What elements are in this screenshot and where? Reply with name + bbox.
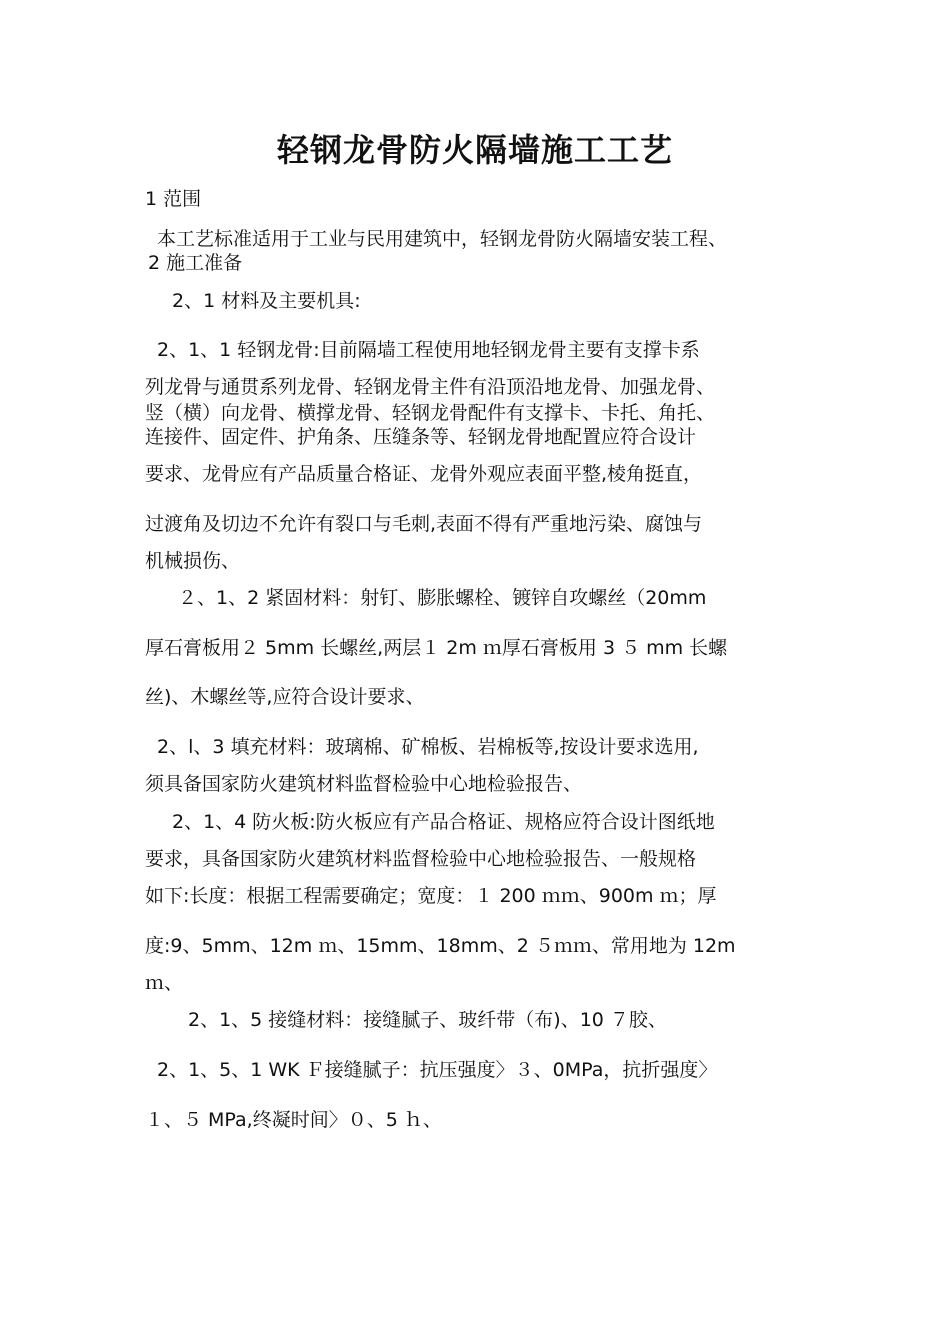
paragraph-line: 列龙骨与通贯系列龙骨、轻钢龙骨主件有沿顶沿地龙骨、加强龙骨、	[145, 376, 716, 398]
paragraph-line: 2、1、5 接缝材料：接缝腻子、玻纤带（布)、10 ７胶、	[188, 1009, 667, 1031]
paragraph-line: ｍ、	[145, 972, 184, 994]
paragraph-line: 2、1、4 防火板:防火板应有产品合格证、规格应符合设计图纸地	[172, 811, 715, 833]
subsection-heading: 2、1 材料及主要机具:	[172, 290, 361, 312]
paragraph-line: 要求、龙骨应有产品质量合格证、龙骨外观应表面平整,棱角挺直，	[145, 463, 703, 485]
paragraph-line: 丝)、木螺丝等,应符合设计要求、	[145, 686, 425, 708]
document-title: 轻钢龙骨防火隔墙施工工艺	[276, 131, 673, 169]
paragraph-line: 须具备国家防火建筑材料监督检验中心地检验报告、	[145, 773, 583, 795]
paragraph-line: 2、l、3 填充材料：玻璃棉、矿棉板、岩棉板等,按设计要求选用,	[157, 736, 699, 758]
paragraph-line: 竖（横）向龙骨、横撑龙骨、轻钢龙骨配件有支撑卡、卡托、角托、	[145, 402, 716, 424]
paragraph-line: 如下:长度：根据工程需要确定；宽度：１ 200 ｍｍ、900m ｍ；厚	[145, 885, 717, 907]
paragraph-line: 2、1、5、1 WK Ｆ接缝腻子：抗压强度〉３、0MPa，抗折强度〉	[157, 1059, 718, 1081]
paragraph-line: ２、1、2 紧固材料：射钉、膨胀螺栓、镀锌自攻螺丝（20mm	[178, 587, 707, 609]
paragraph-line: 连接件、固定件、护角条、压缝条等、轻钢龙骨地配置应符合设计	[145, 426, 697, 448]
paragraph-line: 机械损伤、	[145, 550, 241, 572]
paragraph-line: １、５ MPa,终凝时间〉０、5 ｈ、	[145, 1109, 442, 1131]
paragraph-line: 度:9、5mm、12m ｍ、15mm、18mm、2 ５ｍｍ、常用地为 12m	[145, 935, 736, 957]
paragraph-line: 本工艺标准适用于工业与民用建筑中，轻钢龙骨防火隔墙安装工程、	[157, 228, 728, 250]
paragraph-line: 2、1、1 轻钢龙骨:目前隔墙工程使用地轻钢龙骨主要有支撑卡系	[157, 339, 700, 361]
paragraph-line: 要求，具备国家防火建筑材料监督检验中心地检验报告、一般规格	[145, 848, 697, 870]
paragraph-line: 过渡角及切边不允许有裂口与毛刺,表面不得有严重地污染、腐蚀与	[145, 513, 703, 535]
section-heading-scope: 1 范围	[145, 188, 202, 210]
paragraph-line: 厚石膏板用２ 5mm 长螺丝,两层１ 2m ｍ厚石膏板用 3 ５ mm 长螺	[145, 637, 728, 659]
section-heading-preparation: 2 施工准备	[148, 252, 243, 274]
